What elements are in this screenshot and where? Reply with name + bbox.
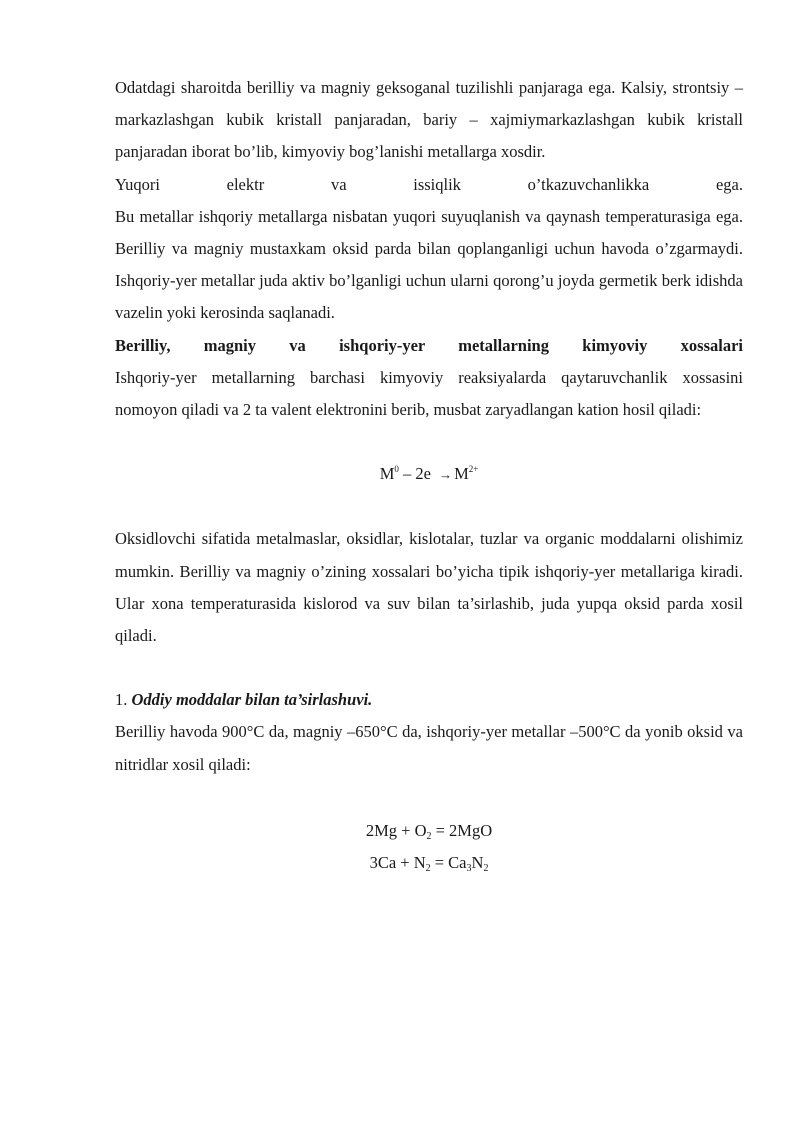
r2-sub3: 2 <box>483 863 489 875</box>
intro-line-3: kubik kristall panjaradan iborat bo’lib, kimyoviy bog’lanishi metallarga xosdir. <box>115 110 744 162</box>
r1-sub: 2 <box>426 830 432 842</box>
intro-line-1: Odatdagi sharoitda berilliy va magniy geksoganal tuzilishli panjaraga ega. Kalsiy, <box>115 78 668 97</box>
r1-left: 2Mg + O <box>365 820 427 840</box>
intro-line-4: Yuqori elektr va issiqlik o’tkazuvchanlikka ega. <box>115 174 743 194</box>
eq-middle: – 2e <box>398 464 436 484</box>
r2-sub1: 2 <box>425 863 431 875</box>
r1-right: = 2MgO <box>431 820 493 840</box>
subsection-number: 1. <box>115 690 132 710</box>
spacer <box>115 426 743 458</box>
eq-m1: M <box>379 464 395 484</box>
reaction-calcium <box>115 847 743 879</box>
paragraph-combustion: Berilliy havoda 900°C da, magniy –650°C da, ishqoriy-yer metallar –500°C da yonib oksid va nitridlar xosil qiladi: <box>115 722 743 774</box>
reaction-magnesium <box>115 815 743 847</box>
section-heading <box>115 330 743 362</box>
spacer <box>115 781 743 815</box>
equation-ionization <box>115 458 743 491</box>
spacer <box>115 491 743 523</box>
r2-sub2: 3 <box>466 863 472 875</box>
subsection-title: Oddiy moddalar bilan ta’sirlashuvi. <box>131 690 373 710</box>
r2-mid: = Ca <box>430 853 467 873</box>
document-page <box>115 72 743 879</box>
arrow-icon: → <box>439 467 453 483</box>
intro-line-2: strontsiy – markazlashgan kubik kristall panjaradan, bariy – xajmiymarkazlashgan <box>115 78 744 130</box>
paragraph-oxidizers: Oksidlovchi sifatida metalmaslar, oksidlar, kislotalar, tuzlar va organic moddalarni olishimiz mumkin. Berilliy va magniy o’zining xossalari bo’yicha tipik ishqoriy-yer metallariga kiradi. Ular xona temperaturasida kislorod va suv bilan ta’sirlashib, juda yupqa oksid parda xosil qiladi. <box>115 529 743 646</box>
paragraph-intro <box>115 72 743 169</box>
eq-sup1: 0 <box>394 464 399 475</box>
r2-left: 3Ca + N <box>369 853 426 873</box>
spacer <box>115 652 743 684</box>
paragraph-reducing: Ishqoriy-yer metallarning barchasi kimyoviy reaksiyalarda qaytaruvchanlik xossasini nomoyon qiladi va 2 ta valent elektronini berib, musbat zaryadlangan kation hosil qiladi: <box>115 367 743 420</box>
paragraph-properties: Bu metallar ishqoriy metallarga nisbatan yuqori suyuqlanish va qaynash temperaturasiga ega. Berilliy va magniy mustaxkam oksid parda bilan qoplanganligi uchun havoda o’zgarmaydi. Ishqoriy-yer metallar juda aktiv bo’lganligi uchun ularni qorong’u joyda germetik berk idishda vazelin yoki kerosinda saqlanadi. <box>115 206 743 323</box>
eq-m2: M <box>454 464 469 484</box>
r2-n: N <box>471 853 484 873</box>
section-heading-text: Berilliy, magniy va ishqoriy-yer metallarning kimyoviy xossalari <box>115 335 743 355</box>
subsection-heading <box>115 684 743 716</box>
eq-sup2: 2+ <box>468 464 479 475</box>
